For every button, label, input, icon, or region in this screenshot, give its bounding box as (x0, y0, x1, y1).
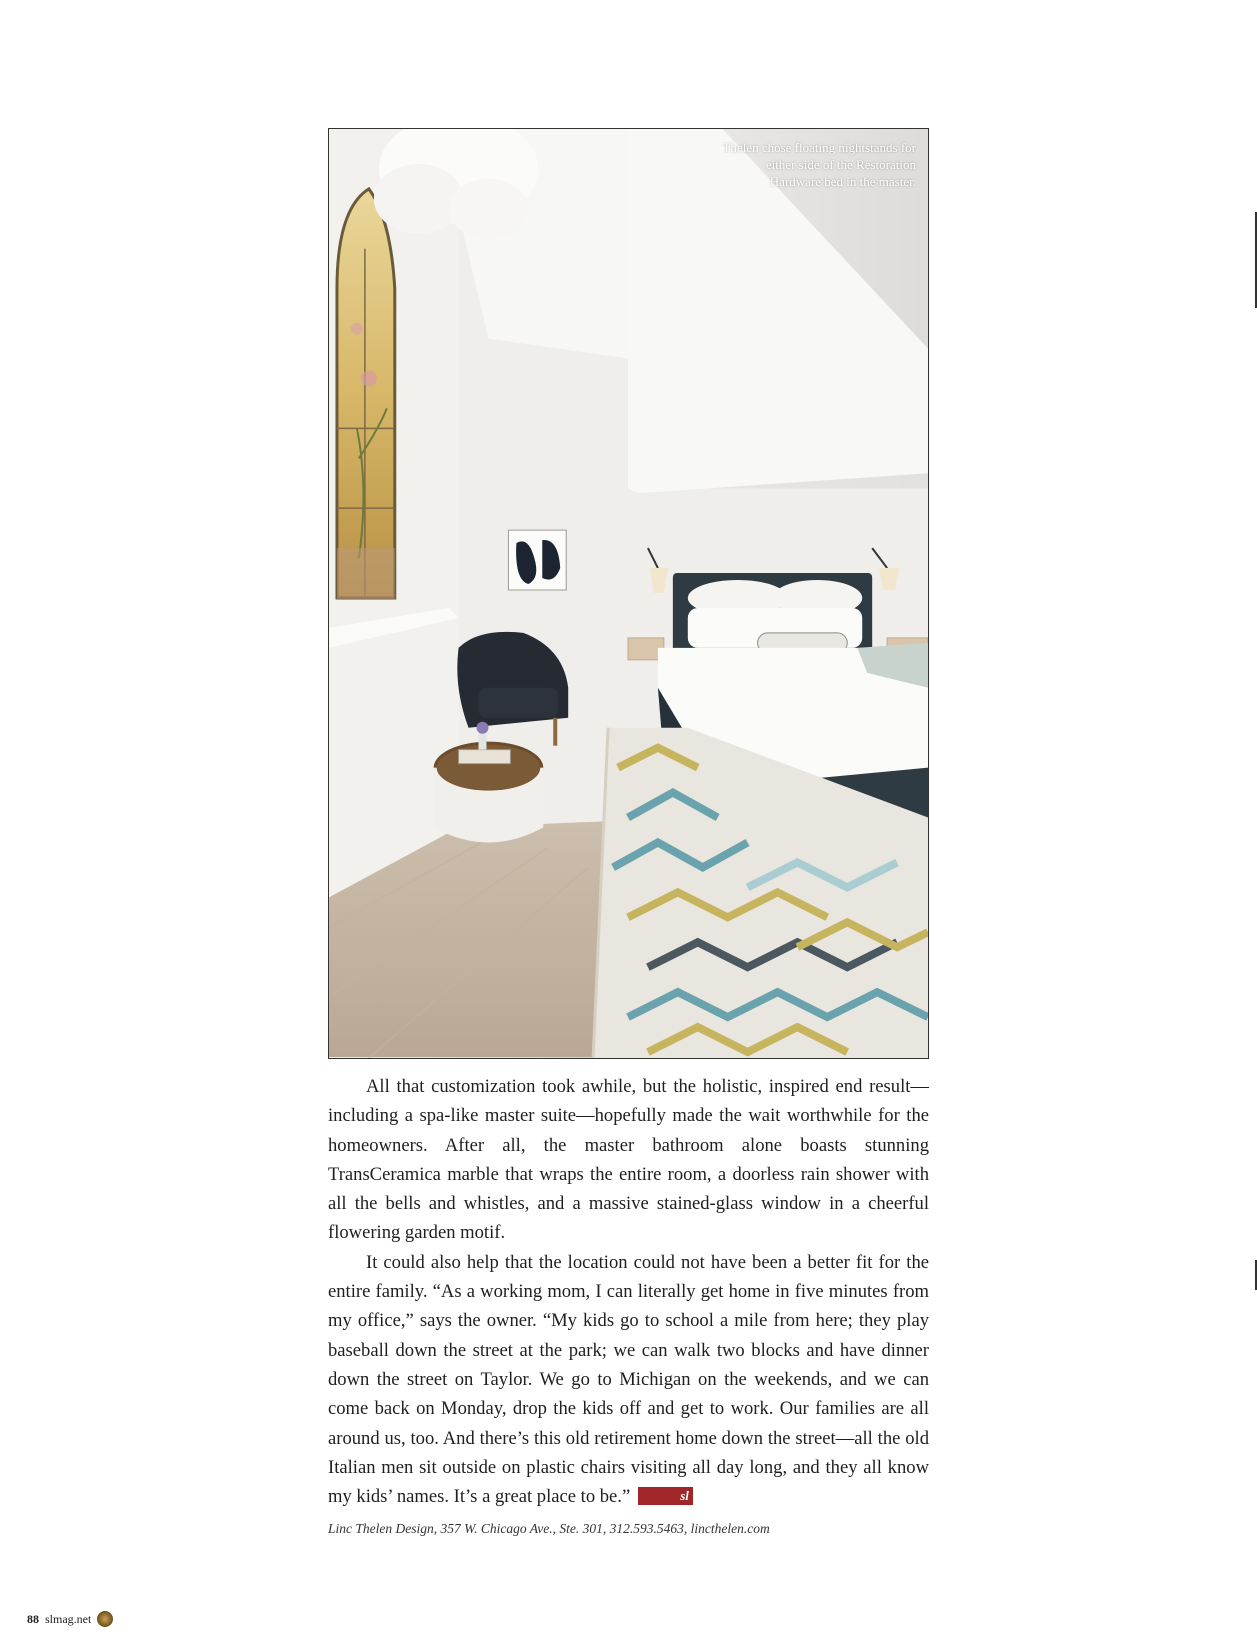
article-body (328, 1072, 929, 1511)
magazine-logo-icon (97, 1611, 113, 1627)
page-number: 88 (27, 1611, 39, 1626)
end-mark-logo: sl (638, 1487, 693, 1505)
page-folio (27, 1611, 113, 1627)
bedroom-illustration (329, 129, 928, 1058)
paragraph-2 (328, 1248, 929, 1512)
site-name: slmag.net (45, 1611, 92, 1626)
paragraph-1: All that customization took awhile, but the holistic, inspired end result—including a spa-like master suite—hopefully made the wait worthwhile for the homeowners. After all, the master bathroom alone boasts stunning TransCeramica marble that wraps the entire room, a doorless rain shower with all the bells and whistles, and a massive stained-glass window in a cheerful flowering garden motif. (328, 1076, 929, 1244)
bedroom-photo (328, 128, 929, 1059)
designer-credit: Linc Thelen Design, 357 W. Chicago Ave., Ste. 301, 312.593.5463, lincthelen.com (328, 1521, 770, 1536)
paragraph-2-text: It could also help that the location could not have been a better fit for the entire family. “As a working mom, I can literally get home in five minutes from my office,” says the owner. “My kids go to school a mile from here; they play baseball down the street at the park; we can walk two blocks and have dinner down the street on Taylor. We go to Michigan on the weekends, and we can come back on Monday, drop the kids off and get to work. Our families are all around us, too. And there’s this old retirement home down the street—all the old Italian men sit outside on plastic chairs visiting all day long, and they all know my kids’ names. It’s a great place to be.” (328, 1251, 929, 1508)
photo-caption: Thelen chose floating nightstands for either side of the Restoration Hardware bed in the master. (722, 140, 916, 189)
